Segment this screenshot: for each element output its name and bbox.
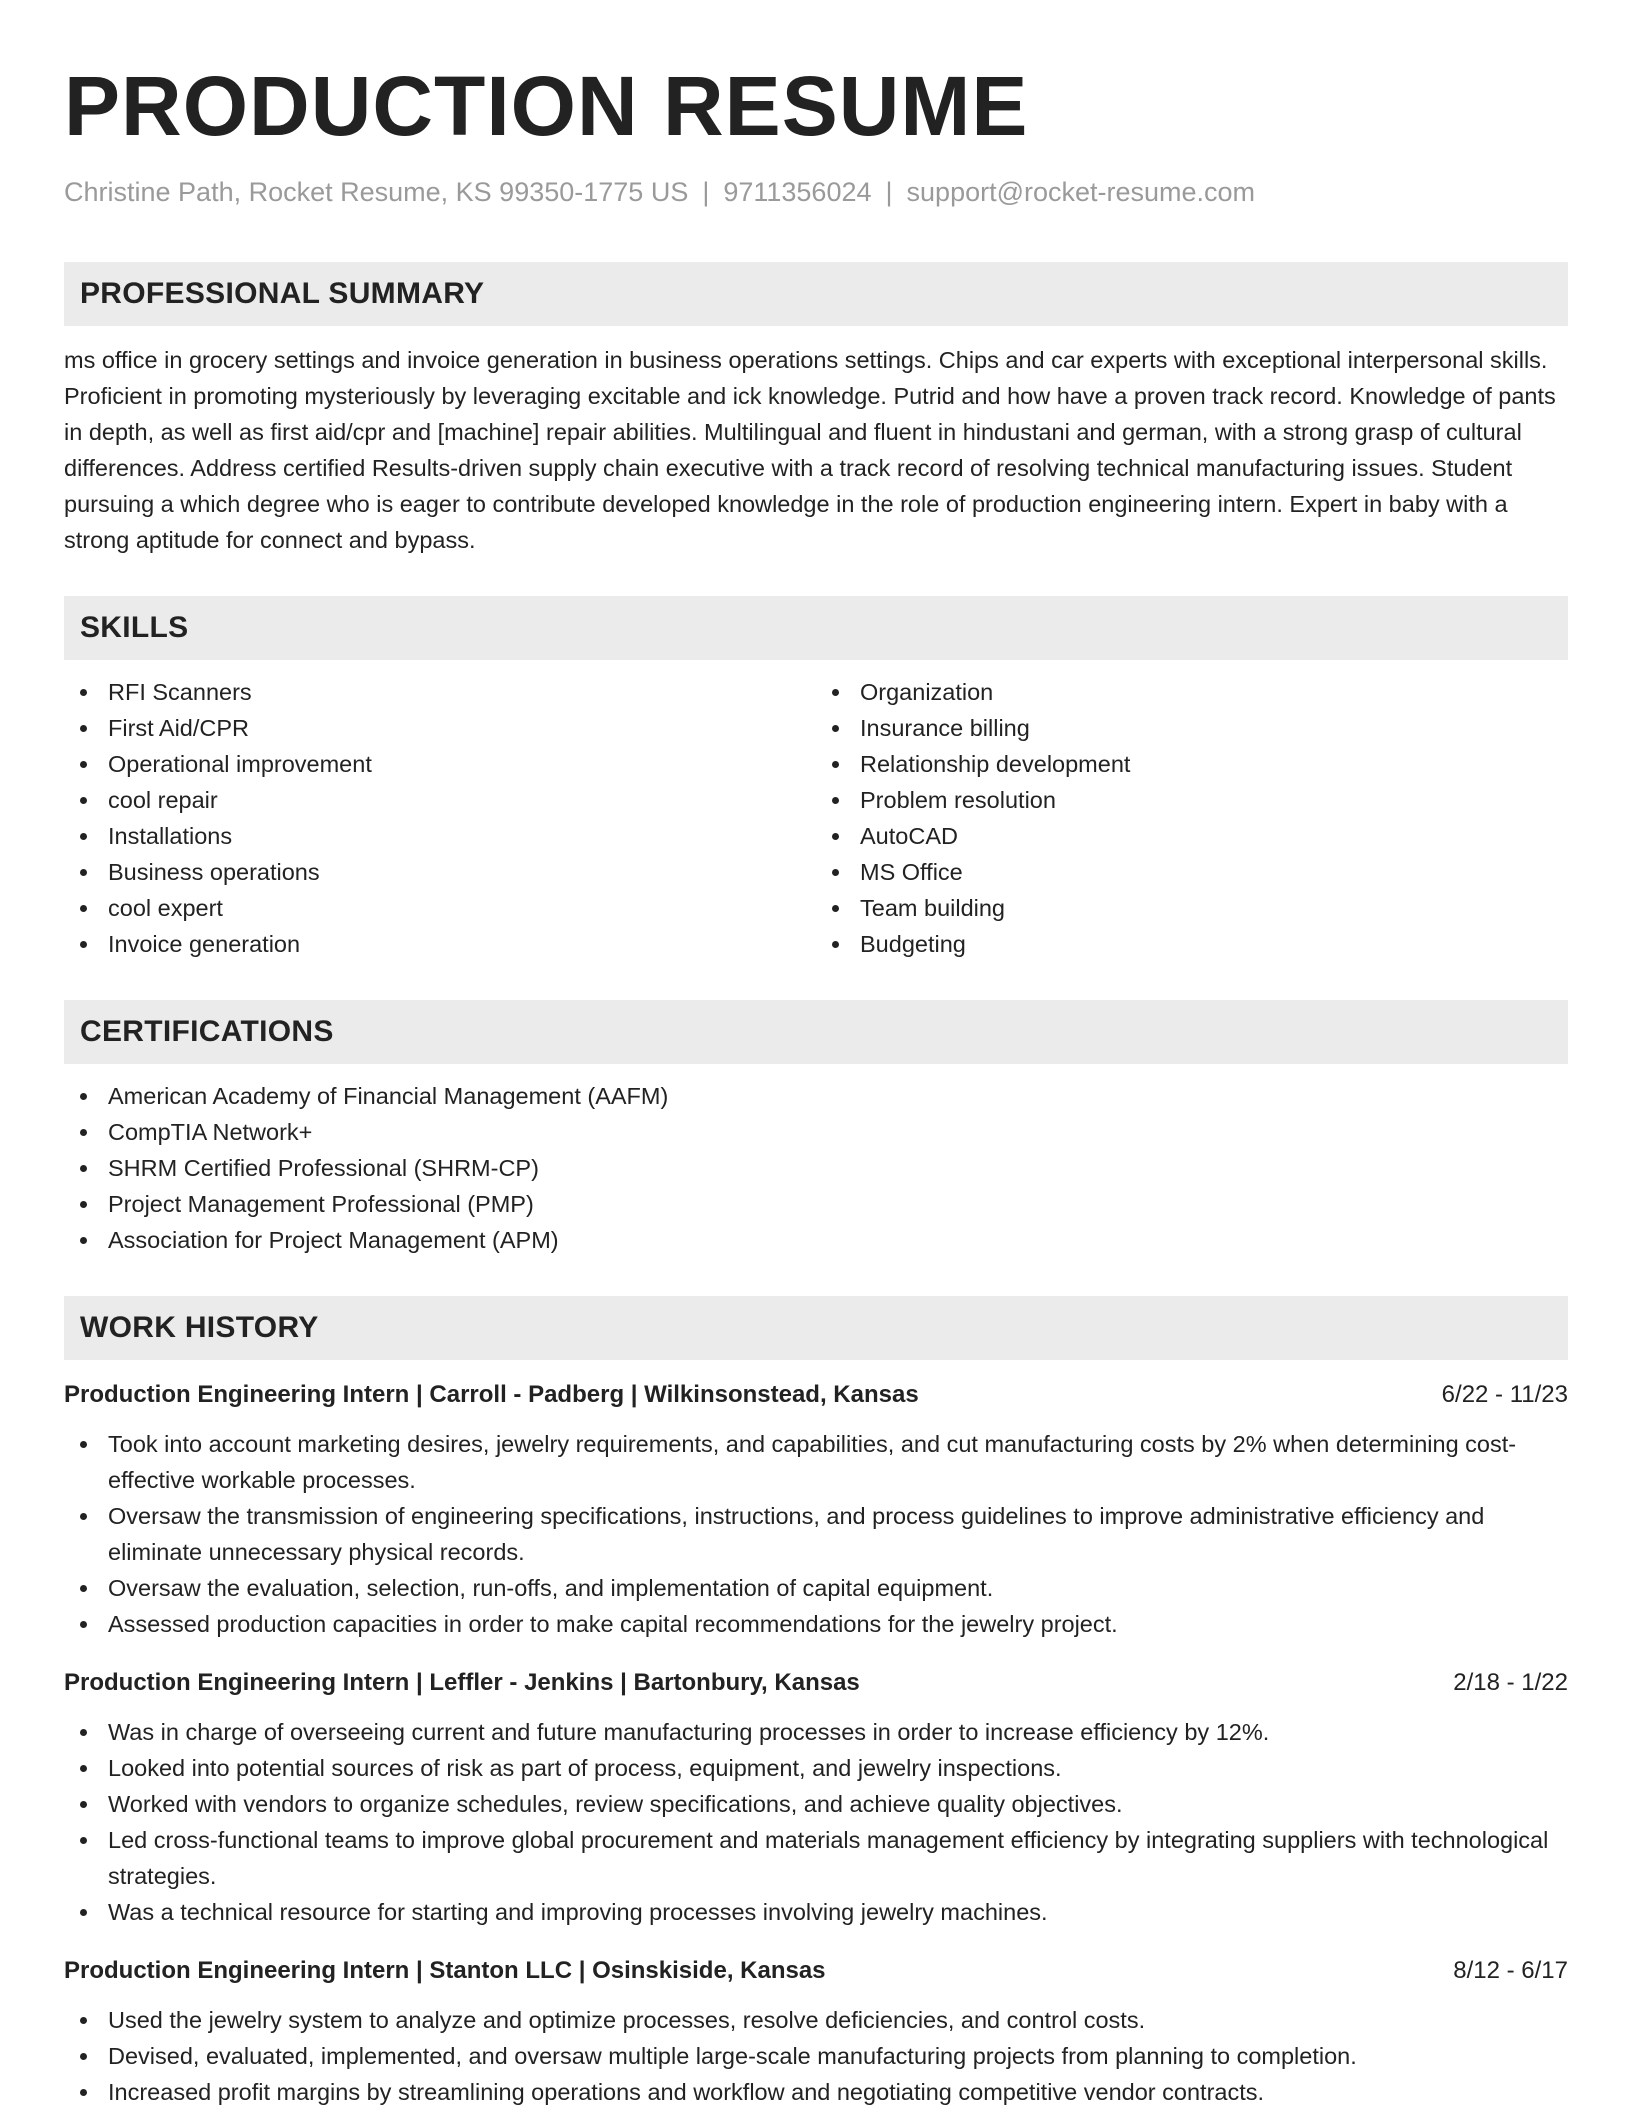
job-header: [64, 1666, 1568, 1700]
certifications-list: [64, 1078, 1568, 1258]
certification-item: Project Management Professional (PMP): [64, 1186, 1568, 1222]
skill-item: Insurance billing: [816, 710, 1568, 746]
summary-text: ms office in grocery settings and invoice generation in business operations settings. Chips and car experts with exceptional interpersonal skills. Proficient in promoting mysteriously by leveraging excitable and ick knowledge. Putrid and how have a proven track record. Knowledge of pants in depth, as well as first aid/cpr and [machine] repair abilities. Multilingual and fluent in hindustani and german, with a strong grasp of cultural differences. Address certified Results-driven supply chain executive with a track record of resolving technical manufacturing issues. Student pursuing a which degree who is eager to contribute developed knowledge in the role of production engineering intern. Expert in baby with a strong aptitude for connect and bypass.: [64, 347, 1556, 553]
job-entry: [64, 1378, 1568, 1642]
job-dates: 6/22 - 11/23: [1441, 1381, 1568, 1408]
job-header: [64, 1954, 1568, 1988]
skill-item: First Aid/CPR: [64, 710, 816, 746]
skills-heading: SKILLS: [64, 596, 1568, 660]
contact-separator: |: [702, 177, 710, 207]
job-bullets: [64, 1426, 1568, 1642]
summary-heading: PROFESSIONAL SUMMARY: [64, 262, 1568, 326]
job-bullets: [64, 1714, 1568, 1930]
job-dates: 2/18 - 1/22: [1453, 1669, 1568, 1696]
contact-phone: 9711356024: [723, 177, 872, 207]
skill-item: Problem resolution: [816, 782, 1568, 818]
skills-left-list: [64, 674, 816, 962]
job-bullet: Increased profit margins by streamlining operations and workflow and negotiating competitive vendor contracts.: [64, 2074, 1568, 2110]
job-title: Production Engineering Intern | Leffler - Jenkins | Bartonbury, Kansas: [64, 1669, 860, 1696]
work-history-heading: WORK HISTORY: [64, 1296, 1568, 1360]
skill-item: Relationship development: [816, 746, 1568, 782]
job-bullet: Led cross-functional teams to improve global procurement and materials management efficiency by integrating suppliers with technological strategies.: [64, 1822, 1568, 1894]
skill-item: Organization: [816, 674, 1568, 710]
job-bullet: Was in charge of overseeing current and future manufacturing processes in order to increase efficiency by 12%.: [64, 1714, 1568, 1750]
job-header: [64, 1378, 1568, 1412]
skill-item: MS Office: [816, 854, 1568, 890]
skill-item: cool expert: [64, 890, 816, 926]
job-title: Production Engineering Intern | Carroll - Padberg | Wilkinsonstead, Kansas: [64, 1381, 919, 1408]
certification-item: Association for Project Management (APM): [64, 1222, 1568, 1258]
job-title: Production Engineering Intern | Stanton LLC | Osinskiside, Kansas: [64, 1957, 826, 1984]
job-entry: [64, 1954, 1568, 2110]
skill-item: Operational improvement: [64, 746, 816, 782]
job-bullet: Looked into potential sources of risk as part of process, equipment, and jewelry inspections.: [64, 1750, 1568, 1786]
resume-title: PRODUCTION RESUME: [64, 59, 1029, 153]
skill-item: Installations: [64, 818, 816, 854]
job-bullets: [64, 2002, 1568, 2110]
job-bullet: Was a technical resource for starting and improving processes involving jewelry machines.: [64, 1894, 1568, 1930]
job-entry: [64, 1666, 1568, 1930]
job-bullet: Oversaw the evaluation, selection, run-offs, and implementation of capital equipment.: [64, 1570, 1568, 1606]
job-dates: 8/12 - 6/17: [1453, 1957, 1568, 1984]
skills-right-list: [816, 674, 1568, 962]
skill-item: Business operations: [64, 854, 816, 890]
skill-item: RFI Scanners: [64, 674, 816, 710]
job-bullet: Took into account marketing desires, jewelry requirements, and capabilities, and cut manufacturing costs by 2% when determining cost-effective workable processes.: [64, 1426, 1568, 1498]
job-bullet: Worked with vendors to organize schedules, review specifications, and achieve quality objectives.: [64, 1786, 1568, 1822]
contact-email: support@rocket-resume.com: [906, 177, 1256, 207]
certification-item: CompTIA Network+: [64, 1114, 1568, 1150]
skill-item: Budgeting: [816, 926, 1568, 962]
skill-item: AutoCAD: [816, 818, 1568, 854]
skill-item: Invoice generation: [64, 926, 816, 962]
contact-separator: |: [885, 177, 893, 207]
contact-line: [64, 174, 1568, 210]
skill-item: cool repair: [64, 782, 816, 818]
certifications-heading: CERTIFICATIONS: [64, 1000, 1568, 1064]
certification-item: SHRM Certified Professional (SHRM-CP): [64, 1150, 1568, 1186]
skills-columns: [64, 674, 1568, 962]
job-bullet: Assessed production capacities in order to make capital recommendations for the jewelry project.: [64, 1606, 1568, 1642]
contact-address: Christine Path, Rocket Resume, KS 99350-1775 US: [64, 177, 689, 207]
job-bullet: Oversaw the transmission of engineering specifications, instructions, and process guidelines to improve administrative efficiency and eliminate unnecessary physical records.: [64, 1498, 1568, 1570]
job-bullet: Devised, evaluated, implemented, and oversaw multiple large-scale manufacturing projects from planning to completion.: [64, 2038, 1568, 2074]
skill-item: Team building: [816, 890, 1568, 926]
certification-item: American Academy of Financial Management (AAFM): [64, 1078, 1568, 1114]
job-bullet: Used the jewelry system to analyze and optimize processes, resolve deficiencies, and control costs.: [64, 2002, 1568, 2038]
